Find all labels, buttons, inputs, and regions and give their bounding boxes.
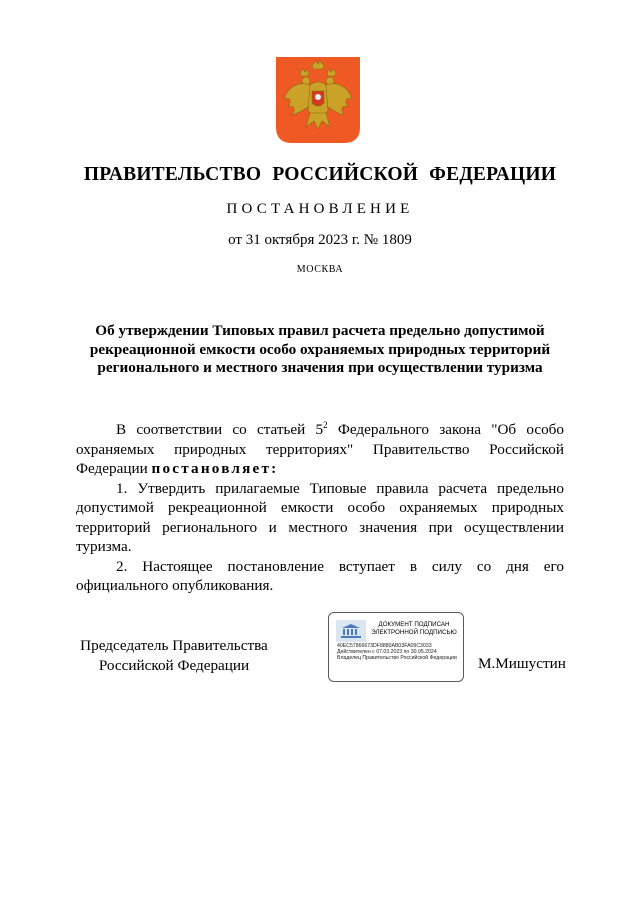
double-headed-eagle-icon (276, 57, 360, 143)
document-body (76, 420, 564, 596)
document-city: МОСКВА (296, 264, 344, 275)
signer-position-line1: Председатель Правительства (80, 637, 268, 654)
document-type: ПОСТАНОВЛЕНИЕ (226, 201, 414, 217)
intro-after-sup: Федерального закона "Об особо охраняемых природных территориях" Правительство Российской Федерации (76, 421, 565, 477)
stamp-title-line1: ДОКУМЕНТ ПОДПИСАН (378, 621, 450, 628)
signer-position (79, 636, 269, 675)
stamp-title (369, 621, 459, 636)
stamp-validity: Действителен с 07.03.2023 по 30.05.2024 (337, 649, 437, 656)
government-title: ПРАВИТЕЛЬСТВО РОССИЙСКОЙ ФЕДЕРАЦИИ (83, 164, 557, 185)
stamp-details (337, 643, 459, 662)
signer-name: М.Мишустин (478, 655, 566, 672)
intro-before-sup: В соответствии со статьей 5 (116, 421, 324, 438)
intro-paragraph (76, 420, 564, 479)
stamp-title-line2: ЭЛЕКТРОННОЙ ПОДПИСЬЮ (371, 628, 457, 636)
coat-of-arms-emblem (276, 57, 360, 143)
document-date-number: от 31 октября 2023 г. № 1809 (228, 232, 412, 248)
decree-word: постановляет: (151, 460, 279, 477)
item-2-paragraph: 2. Настоящее постановление вступает в силу со дня его официального опубликования. (76, 557, 564, 594)
stamp-serial: 40EC57866673DF8880AB03FA09C3033 (337, 643, 432, 649)
signer-position-line2: Российской Федерации (98, 656, 250, 674)
electronic-signature-stamp (328, 612, 464, 682)
document-heading: Об утверждении Типовых правил расчета предельно допустимой рекреационной емкости особо охраняемых природных территорий регионального и местного значения при осуществлении туризма (89, 322, 551, 376)
stamp-owner: Владелец Правительство Российской Федерации (337, 655, 457, 662)
article-superscript: 2 (323, 419, 328, 430)
item-1-paragraph: 1. Утвердить прилагаемые Типовые правила расчета предельно допустимой рекреационной емкости особо охраняемых природных территорий регионального и местного значения при осуществлении туризма. (76, 479, 564, 555)
government-building-icon (336, 620, 366, 642)
